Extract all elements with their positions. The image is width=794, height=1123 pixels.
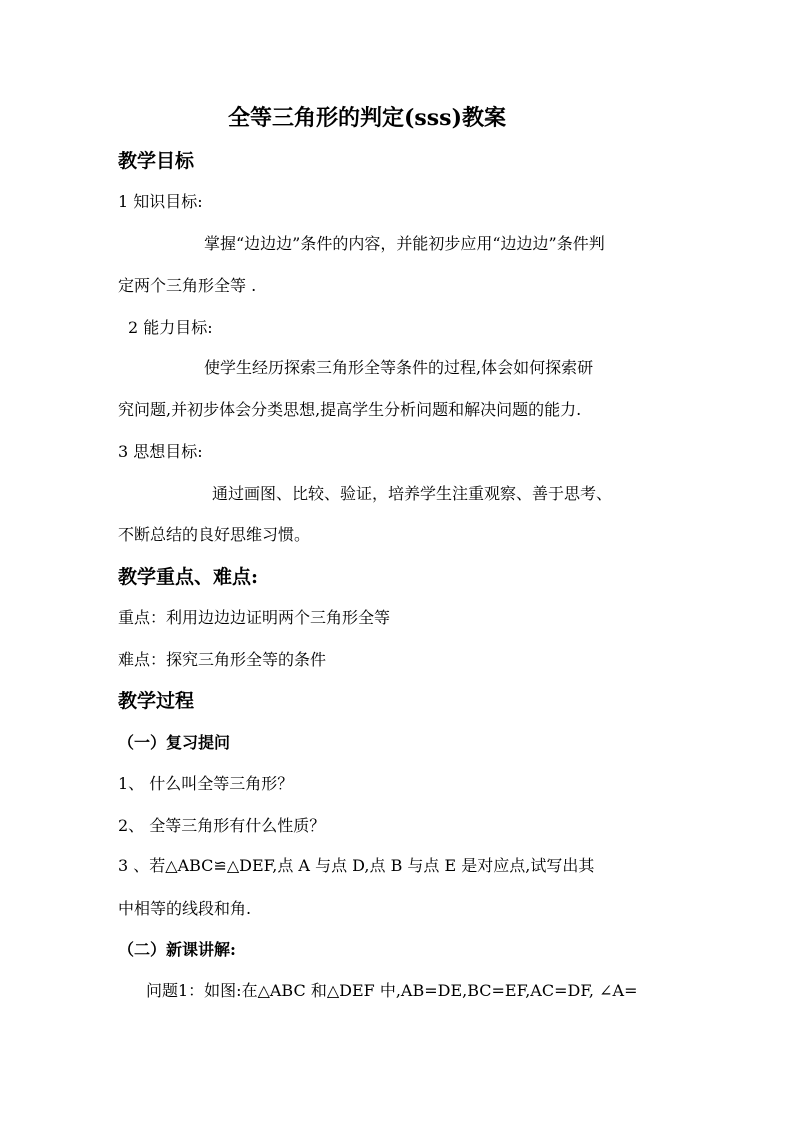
thinking-objective-text-line-2: 不断总结的良好思维习惯。 — [118, 525, 311, 544]
key-points-heading: 教学重点、难点: — [118, 566, 259, 588]
ability-objective-text-line-1: 使学生经历探索三角形全等条件的过程,体会如何探索研 — [204, 358, 594, 377]
problem-1-text: 问题1：如图:在△ABC 和△DEF 中,AB=DE,BC=EF,AC=DF, ∠A= — [146, 981, 638, 1000]
new-lesson-heading: （二）新课讲解: — [118, 940, 236, 959]
thinking-objective-label: 3 思想目标: — [118, 442, 203, 461]
ability-objective-text-line-2: 究问题,并初步体会分类思想,提高学生分析问题和解决问题的能力. — [118, 400, 582, 419]
review-question-3-line-2: 中相等的线段和角. — [118, 899, 252, 918]
document-title: 全等三角形的判定(sss)教案 — [228, 105, 506, 131]
knowledge-objective-text-line-1: 掌握“边边边”条件的内容，并能初步应用“边边边”条件判 — [204, 234, 605, 253]
difficulty-text: 难点：探究三角形全等的条件 — [118, 650, 327, 669]
ability-objective-label: 2 能力目标: — [128, 318, 213, 337]
review-question-3-line-1: 3 、若△ABC≌△DEF,点 A 与点 D,点 B 与点 E 是对应点,试写出其 — [118, 856, 595, 875]
review-heading: （一）复习提问 — [118, 733, 231, 752]
thinking-objective-text-line-1: 通过画图、比较、验证，培养学生注重观察、善于思考、 — [212, 484, 613, 503]
key-point-text: 重点：利用边边边证明两个三角形全等 — [118, 608, 391, 627]
objectives-heading: 教学目标 — [118, 150, 195, 172]
knowledge-objective-label: 1 知识目标: — [118, 192, 203, 211]
process-heading: 教学过程 — [118, 690, 195, 712]
knowledge-objective-text-line-2: 定两个三角形全等 . — [118, 276, 257, 295]
review-question-1: 1、 什么叫全等三角形？ — [118, 774, 294, 793]
review-question-2: 2、 全等三角形有什么性质？ — [118, 816, 326, 835]
